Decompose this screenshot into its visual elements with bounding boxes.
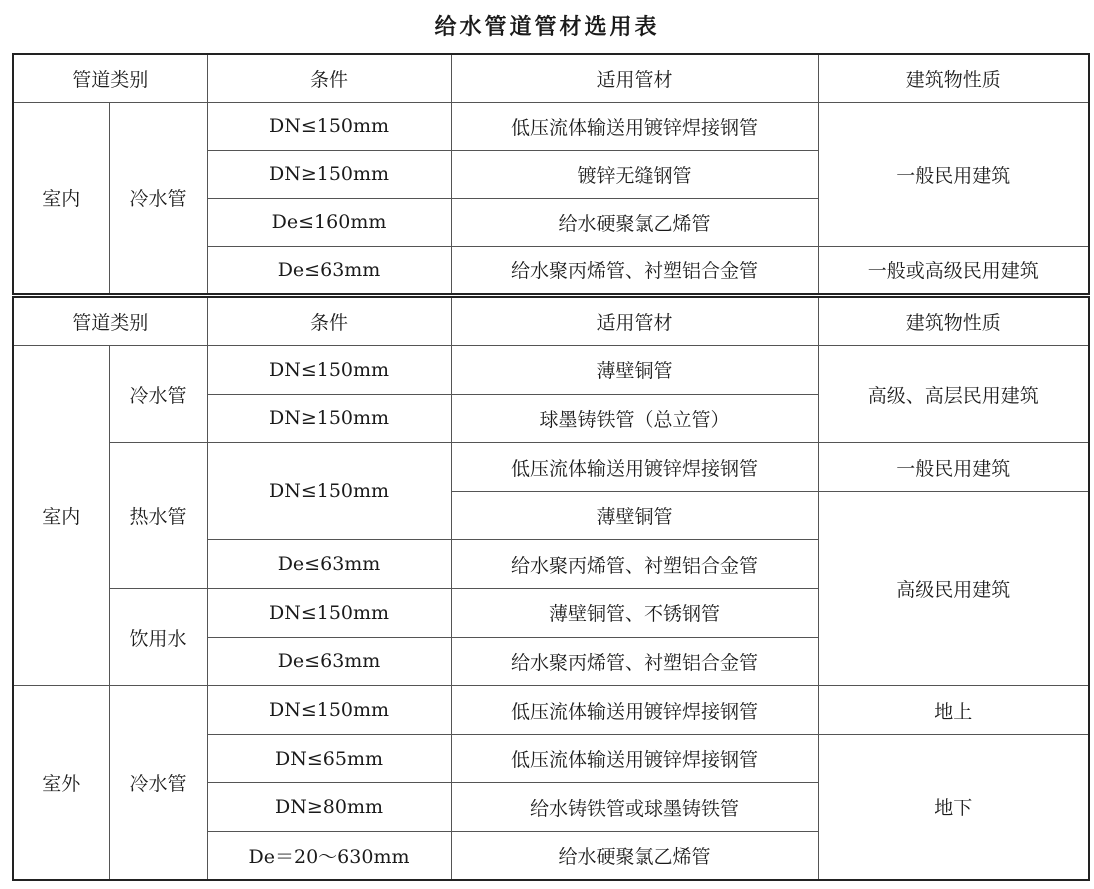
building-cell: 一般民用建筑 <box>818 443 1089 492</box>
material-cell: 球墨铸铁管（总立管） <box>451 394 818 443</box>
location-cell: 室外 <box>13 686 109 880</box>
material-cell: 镀锌无缝钢管 <box>451 150 818 198</box>
material-cell: 给水硬聚氯乙烯管 <box>451 832 818 881</box>
condition-cell: DN≤150mm <box>207 102 451 150</box>
page-title: 给水管道管材选用表 <box>434 15 660 40</box>
building-cell: 高级民用建筑 <box>818 491 1089 685</box>
condition-cell: DN≥80mm <box>207 783 451 832</box>
material-cell: 低压流体输送用镀锌焊接钢管 <box>451 686 818 735</box>
header-pipe-category: 管道类别 <box>13 54 207 102</box>
category-cell: 冷水管 <box>109 346 207 443</box>
condition-cell: DN≤150mm <box>207 686 451 735</box>
header-material: 适用管材 <box>451 54 818 102</box>
table-row <box>13 443 1089 492</box>
header-material: 适用管材 <box>451 297 818 346</box>
material-cell: 薄壁铜管 <box>451 346 818 395</box>
header-pipe-category: 管道类别 <box>13 297 207 346</box>
header-condition: 条件 <box>207 54 451 102</box>
building-cell: 一般或高级民用建筑 <box>818 246 1089 294</box>
material-cell: 低压流体输送用镀锌焊接钢管 <box>451 102 818 150</box>
location-cell: 室内 <box>13 102 109 294</box>
material-cell: 给水聚丙烯管、衬塑铝合金管 <box>451 637 818 686</box>
condition-cell: De≤63mm <box>207 540 451 589</box>
material-cell: 薄壁铜管、不锈钢管 <box>451 589 818 638</box>
material-cell: 薄壁铜管 <box>451 491 818 540</box>
header-building: 建筑物性质 <box>818 54 1089 102</box>
table-row <box>13 102 1089 150</box>
pipe-table-2 <box>12 296 1090 881</box>
condition-cell: De≤63mm <box>207 637 451 686</box>
condition-cell: De≤160mm <box>207 198 451 246</box>
pipe-table-1 <box>12 53 1090 295</box>
category-cell: 饮用水 <box>109 589 207 686</box>
material-cell: 给水聚丙烯管、衬塑铝合金管 <box>451 540 818 589</box>
table-row <box>13 54 1089 102</box>
condition-cell: DN≥150mm <box>207 394 451 443</box>
condition-cell: DN≤150mm <box>207 443 451 540</box>
header-condition: 条件 <box>207 297 451 346</box>
condition-cell: DN≤65mm <box>207 734 451 783</box>
building-cell: 地上 <box>818 686 1089 735</box>
material-cell: 给水聚丙烯管、衬塑铝合金管 <box>451 246 818 294</box>
building-cell: 高级、高层民用建筑 <box>818 346 1089 443</box>
category-cell: 热水管 <box>109 443 207 589</box>
material-cell: 给水硬聚氯乙烯管 <box>451 198 818 246</box>
location-cell: 室内 <box>13 346 109 686</box>
condition-cell: DN≤150mm <box>207 589 451 638</box>
condition-cell: DN≤150mm <box>207 346 451 395</box>
condition-cell: DN≥150mm <box>207 150 451 198</box>
category-cell: 冷水管 <box>109 102 207 294</box>
condition-cell: De＝20～630mm <box>207 832 451 881</box>
material-cell: 低压流体输送用镀锌焊接钢管 <box>451 734 818 783</box>
table-row <box>13 297 1089 346</box>
building-cell: 一般民用建筑 <box>818 102 1089 246</box>
condition-cell: De≤63mm <box>207 246 451 294</box>
table-row <box>13 686 1089 735</box>
category-cell: 冷水管 <box>109 686 207 880</box>
table-row <box>13 346 1089 395</box>
material-cell: 给水铸铁管或球墨铸铁管 <box>451 783 818 832</box>
material-cell: 低压流体输送用镀锌焊接钢管 <box>451 443 818 492</box>
building-cell: 地下 <box>818 734 1089 880</box>
header-building: 建筑物性质 <box>818 297 1089 346</box>
